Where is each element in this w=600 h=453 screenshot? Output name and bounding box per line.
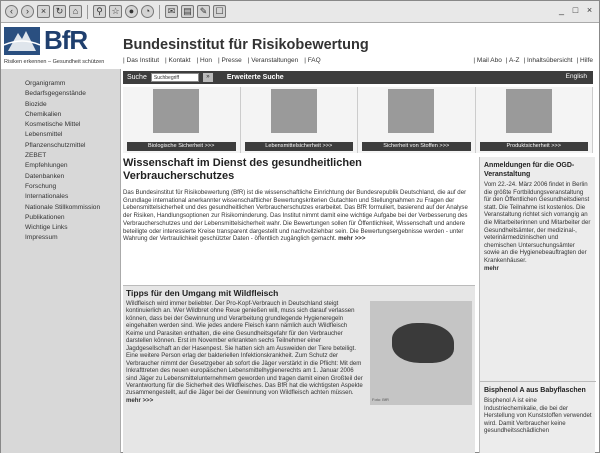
- utility-nav: [473, 57, 593, 64]
- print-icon[interactable]: ▤: [181, 5, 194, 18]
- nav-link-home[interactable]: | Hon: [196, 57, 212, 64]
- media-icon[interactable]: ●: [125, 5, 138, 18]
- search-go-button[interactable]: »: [203, 73, 213, 82]
- main-headline: Wissenschaft im Dienst des gesundheitlichen Verbraucherschutzes: [123, 157, 362, 182]
- tips-more-link[interactable]: mehr >>>: [126, 396, 154, 404]
- sidebar-item-lebensmittel[interactable]: Lebensmittel: [25, 131, 63, 139]
- window-controls: [556, 5, 595, 15]
- sidebar-item-wichtige-links[interactable]: Wichtige Links: [25, 224, 68, 232]
- intro-body: Das Bundesinstitut für Risikobewertung (BfR) ist die wissenschaftliche Einrichtung der Bundesrepublik Deutschland, die auf der Grundlage international anerkannter wissenschaftlicher Bewertungskriterien Gutachten und Stellungnahmen zu Fragen der Lebensmittelsicherheit und des gesundheitlichen Verbraucherschutzes erarbeitet. Das BfR formuliert, basierend auf der Analyse der Risiken, Handlungsoptionen zur Risikominderung. Das Institut nimmt damit eine wichtige Aufgabe bei der Verbesserung des Verbraucherschutzes und der Lebensmittelsicherheit wahr. Die Bewertungen sollen für Öffentlichkeit, Wissenschaft und andere beteiligte oder interessierte Kreise transparent dargestellt und nachvollziehbar sein. Die Bewertungsergebnisse werden - unter Wahrung der Vertraulichkeit geschützter Daten - öffentlich zugänglich gemacht.: [123, 189, 468, 243]
- minimize-button[interactable]: _: [558, 5, 564, 15]
- nav-link-faq[interactable]: | FAQ: [304, 57, 321, 64]
- tagline: Risiken erkennen – Gesundheit schützen: [4, 59, 105, 65]
- sidebar-item-bedarfsgegenstaende[interactable]: Bedarfsgegenstände: [25, 90, 86, 98]
- topic-biological-safety[interactable]: [123, 87, 241, 153]
- topic-caption[interactable]: Produktsicherheit >>>: [480, 142, 589, 151]
- back-icon[interactable]: ‹: [5, 5, 18, 18]
- topic-caption[interactable]: Lebensmittelsicherheit >>>: [245, 142, 354, 151]
- nav-link-presse[interactable]: | Presse: [217, 57, 242, 64]
- photo-credit: Foto: BfR: [372, 396, 389, 402]
- left-sidebar: [1, 69, 121, 453]
- sidebar-item-chemikalien[interactable]: Chemikalien: [25, 110, 62, 118]
- nav-link-institut[interactable]: | Das Institut: [123, 57, 160, 64]
- wild-boar-photo: [370, 301, 472, 405]
- maximize-button[interactable]: □: [572, 5, 579, 15]
- search-label: Suche: [127, 74, 147, 81]
- bisphenol-title[interactable]: Bisphenol A aus Babyflaschen: [484, 387, 586, 394]
- right-sidebar: [479, 157, 595, 453]
- nav-link-kontakt[interactable]: | Kontakt: [165, 57, 191, 64]
- mail-icon[interactable]: ✉: [165, 5, 178, 18]
- refresh-icon[interactable]: ↻: [53, 5, 66, 18]
- sidebar-item-forschung[interactable]: Forschung: [25, 182, 57, 190]
- sidebar-item-empfehlungen[interactable]: Empfehlungen: [25, 162, 68, 170]
- discuss-icon[interactable]: ☐: [213, 5, 226, 18]
- topic-photo-row: [123, 87, 593, 153]
- nav-link-veranstaltungen[interactable]: | Veranstaltungen: [247, 57, 299, 64]
- topic-food-safety[interactable]: [241, 87, 359, 153]
- topic-caption[interactable]: Sicherheit von Stoffen >>>: [362, 142, 471, 151]
- event-title[interactable]: Anmeldungen für die OGD-Veranstaltung: [484, 162, 575, 178]
- search-bar: [123, 71, 593, 84]
- topic-caption[interactable]: Biologische Sicherheit >>>: [127, 142, 236, 151]
- language-link[interactable]: English: [565, 73, 587, 80]
- tips-body-container: [123, 300, 475, 404]
- bfr-logo[interactable]: [4, 27, 118, 61]
- home-icon[interactable]: ⌂: [69, 5, 82, 18]
- sidebar-item-datenbanken[interactable]: Datenbanken: [25, 172, 65, 180]
- sidebar-item-impressum[interactable]: Impressum: [25, 234, 58, 242]
- toolbar-divider: [159, 5, 160, 19]
- sidebar-item-pflanzenschutzmittel[interactable]: Pflanzenschutzmittel: [25, 141, 86, 149]
- tips-text: Wildfleisch wird immer beliebter. Der Pro-Kopf-Verbrauch in Deutschland steigt kontinuierlich an. Wer Wildbret ohne Reue genießen will, muss sich darauf verlassen können, dass bei der Gewinnung und Verarbeitung grundlegende Hygieneregeln eingehalten werden sind. Wie jedes andere Fleisch kann nämlich auch Wildfleisch Keime und Parasiten enthalten, die eine Gesundheitsgefahr für den Verbraucher darstellen können. Erst im November erkrankten sechs Teilnehmer einer Jagdgesellschaft an der Hasenpest. Sie hatten sich am Ausweiden der Tiere beteiligt. Eine weitere Person erlag der bakteriellen Infektionskrankheit. Zum Schutz der Verbraucher nimmt der Gesetzgeber ab sofort die Jäger verstärkt in die Pflicht: Mit dem Inkrafttreten des neuen europäischen Lebensmittelhygienerechts am 1. Januar 2006 sind Jäger zu Lebensmittelunternehmern geworden und tragen damit einen Großteil der Verantwortung für die Sicherheit des Wildfleisches. Das BfR hat die wichtigsten Aspekte zusammengestellt, auf die Jäger bei der Gewinnung von Wildfleisch achten müssen.: [126, 300, 363, 397]
- intro-more-link[interactable]: mehr >>>: [338, 235, 366, 243]
- event-more-link[interactable]: mehr: [484, 264, 499, 272]
- tips-box: [123, 285, 475, 453]
- favorites-icon[interactable]: ☆: [109, 5, 122, 18]
- topic-substance-safety[interactable]: [358, 87, 476, 153]
- forward-icon[interactable]: ›: [21, 5, 34, 18]
- sidebar-item-publikationen[interactable]: Publikationen: [25, 213, 65, 221]
- search-icon[interactable]: ⚲: [93, 5, 106, 18]
- sidebar-item-internationales[interactable]: Internationales: [25, 193, 69, 201]
- main-content: [123, 157, 475, 453]
- bisphenol-box: [480, 381, 596, 439]
- nav-link-inhalt[interactable]: | Inhaltsübersicht: [523, 57, 573, 64]
- logo-mark-icon: [4, 27, 40, 55]
- close-button[interactable]: ×: [586, 5, 593, 15]
- sidebar-list: [1, 79, 120, 244]
- boar-figure: [392, 323, 454, 363]
- bisphenol-text: Bisphenol A ist eine Industriechemikalie, die bei der Herstellung von Kunststoffen verwendet wird. Damit Verbraucher keine gesundheitsschädlichen: [484, 397, 592, 435]
- sidebar-item-stillkommission[interactable]: Nationale Stillkommission: [25, 203, 101, 211]
- tips-title[interactable]: Tipps für den Umgang mit Wildfleisch: [126, 288, 279, 298]
- topic-photo: [388, 89, 434, 133]
- nav-link-a-z[interactable]: | A-Z: [505, 57, 520, 64]
- advanced-search-link[interactable]: Erweiterte Suche: [226, 74, 284, 81]
- toolbar-divider: [87, 5, 88, 19]
- history-icon[interactable]: ◔: [141, 5, 154, 18]
- sidebar-item-kosmetische-mittel[interactable]: Kosmetische Mittel: [25, 121, 81, 129]
- intro-text: [123, 189, 475, 243]
- nav-link-mail-abo[interactable]: | Mail Abo: [473, 57, 502, 64]
- topic-photo: [153, 89, 199, 133]
- topic-product-safety[interactable]: [476, 87, 594, 153]
- event-text: [484, 181, 591, 272]
- sidebar-item-biozide[interactable]: Biozide: [25, 100, 47, 108]
- edit-icon[interactable]: ✎: [197, 5, 210, 18]
- browser-toolbar: [1, 1, 599, 23]
- event-box: [480, 157, 595, 276]
- nav-link-hilfe[interactable]: | Hilfe: [576, 57, 593, 64]
- event-body: Vom 22.-24. März 2006 findet in Berlin die größte Fortbildungsveranstaltung für den Öffentlichen Gesundheitsdienst statt. Die Teilnahme ist kostenlos. Die Veranstaltung richtet sich vorrangig an die Mitarbeiterinnen und Mitarbeiter der Gesundheitsämter, der medizinal-, veterinärmedizinischen und chemischen Untersuchungsämter sowie an die Hygienebeauftragten der Krankenhäuser.: [484, 181, 591, 264]
- topic-photo: [506, 89, 552, 133]
- search-input[interactable]: [151, 73, 199, 82]
- sidebar-item-zebet[interactable]: ZEBET: [25, 152, 47, 160]
- topic-photo: [271, 89, 317, 133]
- logo-text: BfR: [44, 25, 88, 55]
- sidebar-item-organigramm[interactable]: Organigramm: [25, 80, 66, 87]
- stop-icon[interactable]: ×: [37, 5, 50, 18]
- page-title: Bundesinstitut für Risikobewertung: [123, 37, 369, 53]
